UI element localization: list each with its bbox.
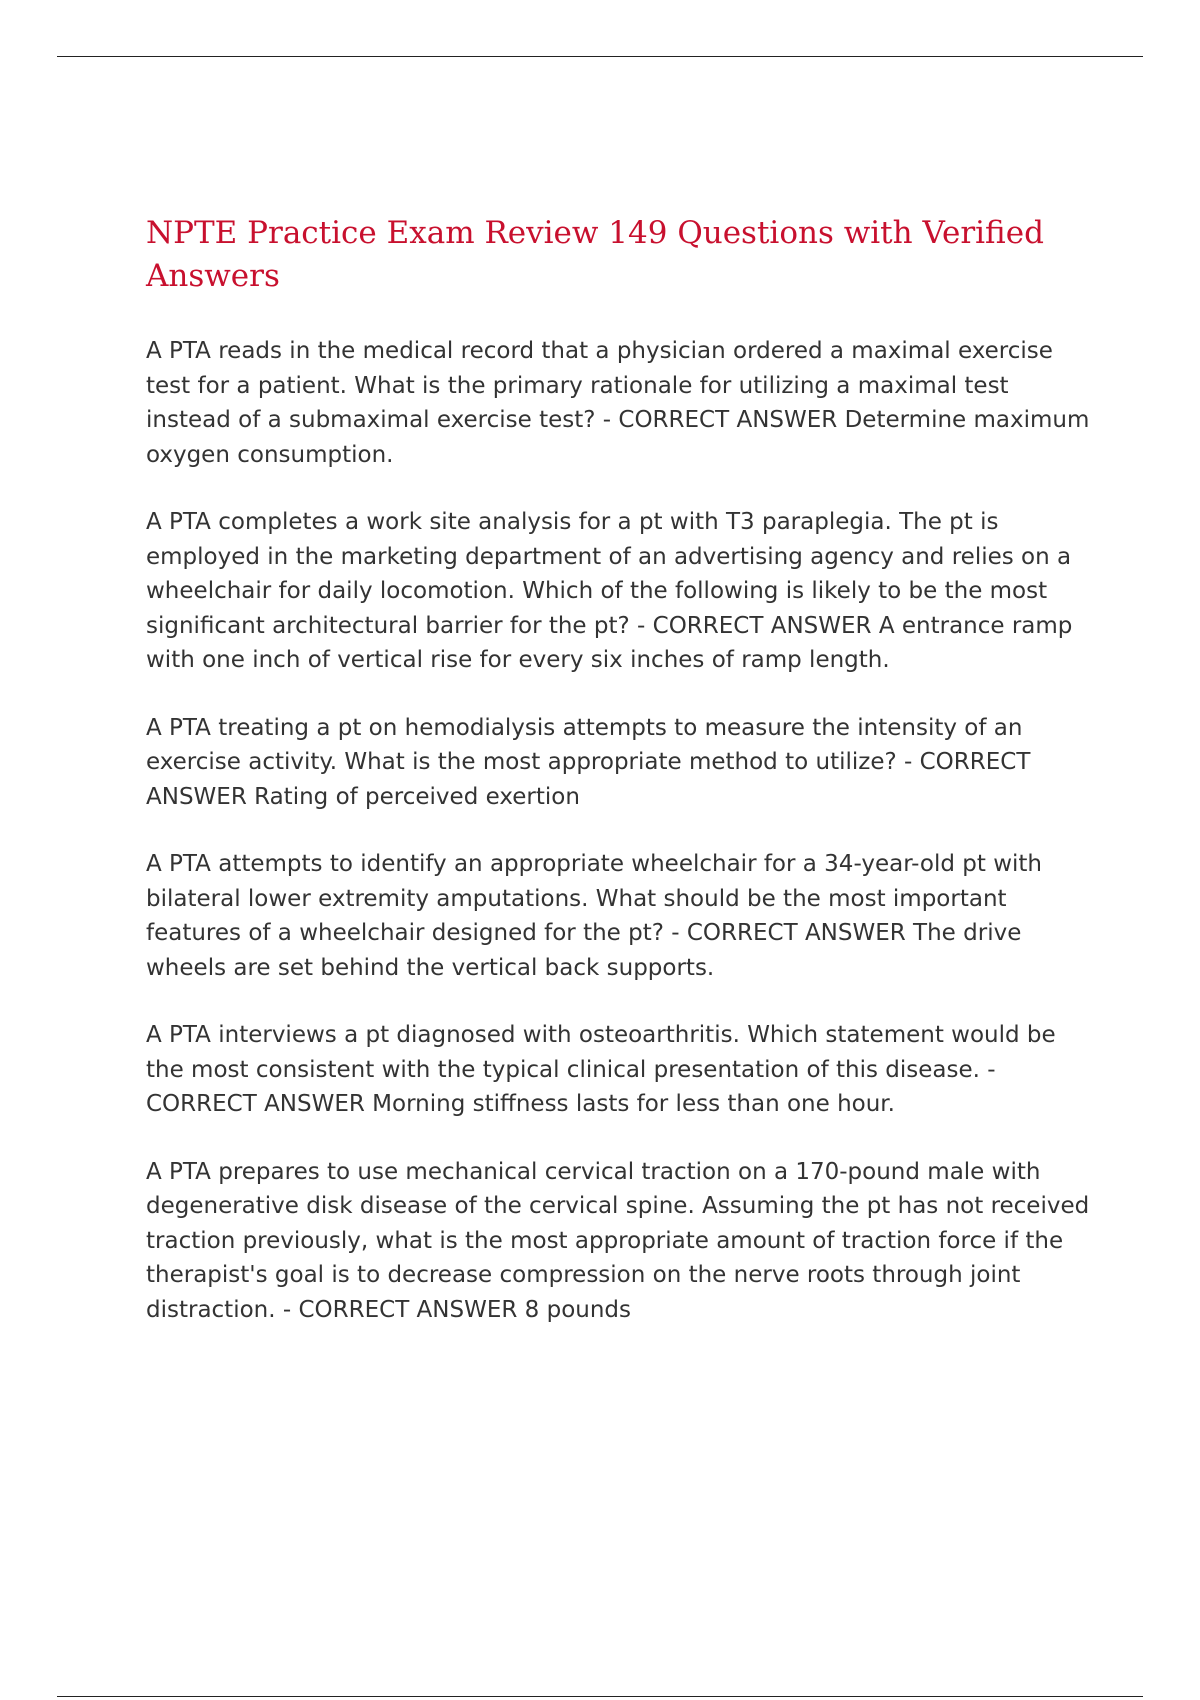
question-answer-3: A PTA treating a pt on hemodialysis attempts to measure the intensity of an exercise activity. What is the most appropriate method to utilize? - CORRECT ANSWER Rating of perceived exertion <box>146 714 1031 810</box>
question-answer-2: A PTA completes a work site analysis for a pt with T3 paraplegia. The pt is employed in the marketing department of an advertising agency and relies on a wheelchair for daily locomotion. Which of the following is likely to be the most significant architectural barrier for the pt? - CORRECT ANSWER A entrance ramp with one inch of vertical rise for every six inches of ramp length. <box>146 509 1073 673</box>
question-answer-5: A PTA interviews a pt diagnosed with osteoarthritis. Which statement would be the most consistent with the typical clinical presentation of this disease. - CORRECT ANSWER Morning stiffness lasts for less than one hour. <box>146 1022 1056 1117</box>
question-answer-4: A PTA attempts to identify an appropriate wheelchair for a 34-year-old pt with bilateral lower extremity amputations. What should be the most important features of a wheelchair designed for the pt? - CORRECT ANSWER The drive wheels are set behind the vertical back supports. <box>146 851 1043 981</box>
document-title: NPTE Practice Exam Review 149 Questions with Verified Answers <box>146 215 1044 294</box>
top-rule <box>57 56 1143 57</box>
question-answer-6: A PTA prepares to use mechanical cervical traction on a 170-pound male with degenerative disk disease of the cervical spine. Assuming the pt has not received traction previously, what is the most appropriate amount of traction force if the therapist's goal is to decrease compression on the nerve roots through joint distraction. - CORRECT ANSWER 8 pounds <box>146 1158 1090 1323</box>
bottom-rule <box>57 1696 1143 1697</box>
question-answer-1: A PTA reads in the medical record that a physician ordered a maximal exercise test for a patient. What is the primary rationale for utilizing a maximal test instead of a submaximal exercise test? - CORRECT ANSWER Determine maximum oxygen consumption. <box>146 338 1090 468</box>
document-body <box>146 212 1096 1360</box>
